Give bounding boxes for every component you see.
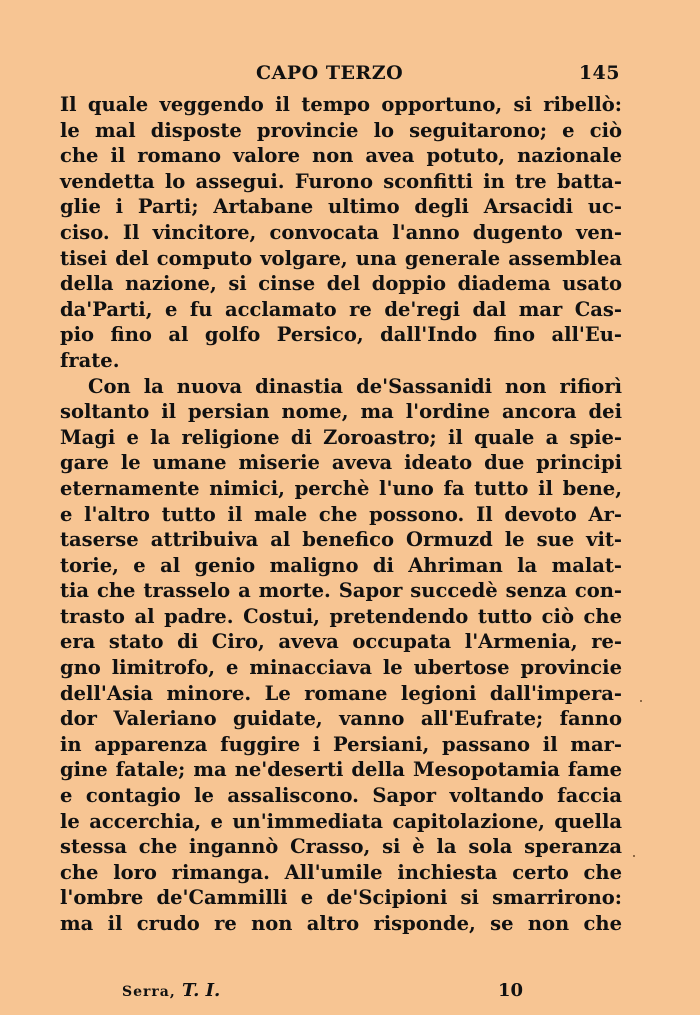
text-line: dor Valeriano guidate, vanno all'Eufrate; fanno (60, 707, 622, 731)
text-line: era stato di Ciro, aveva occupata l'Armenia, re- (60, 630, 622, 654)
text-line: Il quale veggendo il tempo opportuno, si ribellò: (60, 93, 622, 116)
text-line: della nazione, si cinse del doppio diadema usato (60, 272, 622, 296)
text-line: che il romano valore non avea potuto, nazionale (60, 144, 622, 168)
paragraph-start-line: Con la nuova dinastia de'Sassanidi non rifiorì (88, 374, 622, 398)
text-line: ciso. Il vincitore, convocata l'anno dugento ven- (60, 220, 622, 244)
text-line: le accerchia, e un'immediata capitolazione, quella (60, 809, 622, 833)
text-line: frate. (60, 348, 120, 372)
text-line: tia che trasselo a morte. Sapor succedè senza con- (60, 579, 622, 603)
signature-mark (122, 980, 220, 1001)
text-line: gare le umane miserie aveva ideato due principi (60, 451, 622, 475)
text-line: dell'Asia minore. Le romane legioni dall'impera- (60, 681, 622, 705)
text-line: gine fatale; ma ne'deserti della Mesopotamia fame (60, 758, 622, 782)
text-line: stessa che ingannò Crasso, si è la sola speranza (60, 835, 622, 859)
text-line: Magi e la religione di Zoroastro; il quale a spie- (60, 425, 622, 449)
text-line: da'Parti, e fu acclamato re de'regi dal mar Cas- (60, 297, 622, 321)
text-line: vendetta lo assegui. Furono sconfitti in tre batta- (60, 169, 622, 193)
page-number: 145 (578, 62, 620, 84)
paper-speck (633, 855, 635, 857)
text-line: le mal disposte provincie lo seguitarono; e ciò (60, 118, 622, 142)
signature-author: Serra, (122, 984, 176, 1000)
text-line: pio fino al golfo Persico, dall'Indo fino all'Eu- (60, 323, 622, 347)
body-text (60, 92, 622, 937)
signature-volume: T. I. (182, 980, 221, 1001)
text-line: ma il crudo re non altro risponde, se non che (60, 912, 622, 935)
text-line: torie, e al genio maligno di Ahriman la malat- (60, 553, 622, 577)
text-line: soltanto il persian nome, ma l'ordine ancora dei (60, 400, 622, 424)
text-line: tisei del computo volgare, una generale assemblea (60, 246, 622, 270)
chapter-title: CAPO TERZO (256, 62, 404, 84)
text-line: in apparenza fuggire i Persiani, passano il mar- (60, 732, 622, 756)
text-line: eternamente nimici, perchè l'uno fa tutto il bene, (60, 476, 622, 500)
text-line: e contagio le assaliscono. Sapor voltando faccia (60, 784, 622, 808)
text-line: trasto al padre. Costui, pretendendo tutto ciò che (60, 604, 622, 628)
running-header (60, 62, 622, 90)
text-line: glie i Parti; Artabane ultimo degli Arsacidi uc- (60, 195, 622, 219)
text-line: taserse attribuiva al benefico Ormuzd le sue vit- (60, 528, 622, 552)
signature-number: 10 (498, 980, 524, 1001)
text-line: che loro rimanga. All'umile inchiesta certo che (60, 860, 622, 884)
paper-speck (640, 700, 642, 702)
signature-line (60, 980, 622, 1006)
text-line: e l'altro tutto il male che possono. Il devoto Ar- (60, 502, 622, 526)
text-line: l'ombre de'Cammilli e de'Scipioni si smarrirono: (60, 886, 622, 910)
text-line: gno limitrofo, e minacciava le ubertose provincie (60, 656, 622, 680)
